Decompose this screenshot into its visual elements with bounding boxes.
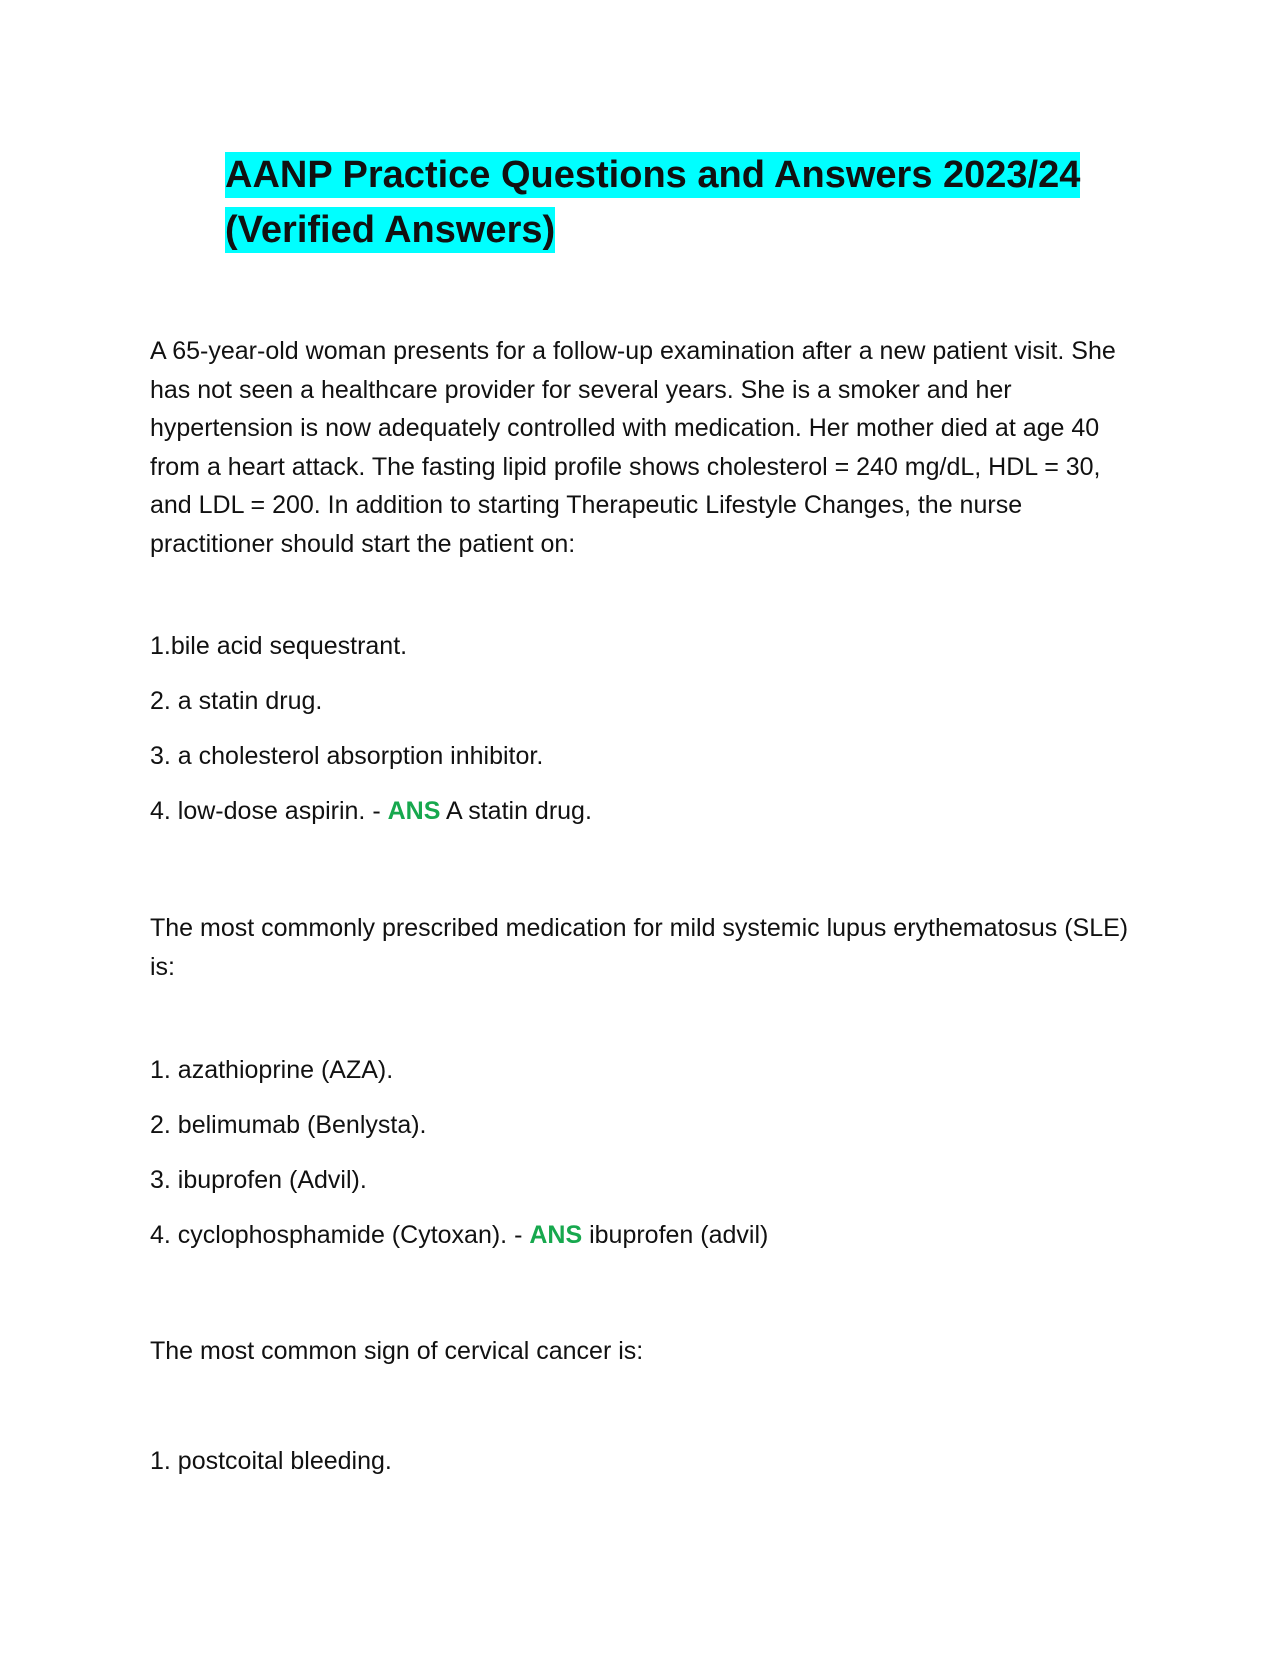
question-3-stem: The most common sign of cervical cancer is:: [150, 1337, 644, 1365]
question-1-stem: A 65-year-old woman presents for a follow-up examination after a new patient visit. She has not seen a healthcare provider for several years. She is a smoker and her hypertension is now adequately controlled with medication. Her mother died at age 40 from a heart attack. The fasting lipid profile shows cholesterol = 240 mg/dL, HDL = 30, and LDL = 200. In addition to starting Therapeutic Lifestyle Changes, the nurse practitioner should start the patient on:: [150, 337, 1116, 558]
answer-label: ANS: [387, 797, 441, 825]
question-1-option-2: 2. a statin drug.: [150, 687, 323, 715]
answer-text: A statin drug.: [440, 797, 592, 825]
question-2-stem: The most commonly prescribed medication for mild systemic lupus erythematosus (SLE) is:: [150, 914, 1129, 981]
question-3-option-1: 1. postcoital bleeding.: [150, 1447, 392, 1475]
document-title: [225, 148, 1105, 258]
answer-label: ANS: [529, 1221, 583, 1249]
question-1-option-4: [150, 794, 1140, 828]
title-line-2: (Verified Answers): [225, 209, 556, 251]
option-text: 4. cyclophosphamide (Cytoxan). -: [150, 1221, 530, 1249]
title-line-1: AANP Practice Questions and Answers 2023/24: [225, 154, 1081, 196]
question-2-option-3: 3. ibuprofen (Advil).: [150, 1166, 367, 1194]
option-text: 4. low-dose aspirin. -: [150, 797, 388, 825]
answer-text: ibuprofen (advil): [582, 1221, 769, 1249]
question-2-option-4: [150, 1218, 1140, 1252]
question-2-option-2: 2. belimumab (Benlysta).: [150, 1111, 427, 1139]
question-1-option-3: 3. a cholesterol absorption inhibitor.: [150, 742, 544, 770]
question-1-option-1: 1.bile acid sequestrant.: [150, 632, 408, 660]
question-2-option-1: 1. azathioprine (AZA).: [150, 1056, 394, 1084]
